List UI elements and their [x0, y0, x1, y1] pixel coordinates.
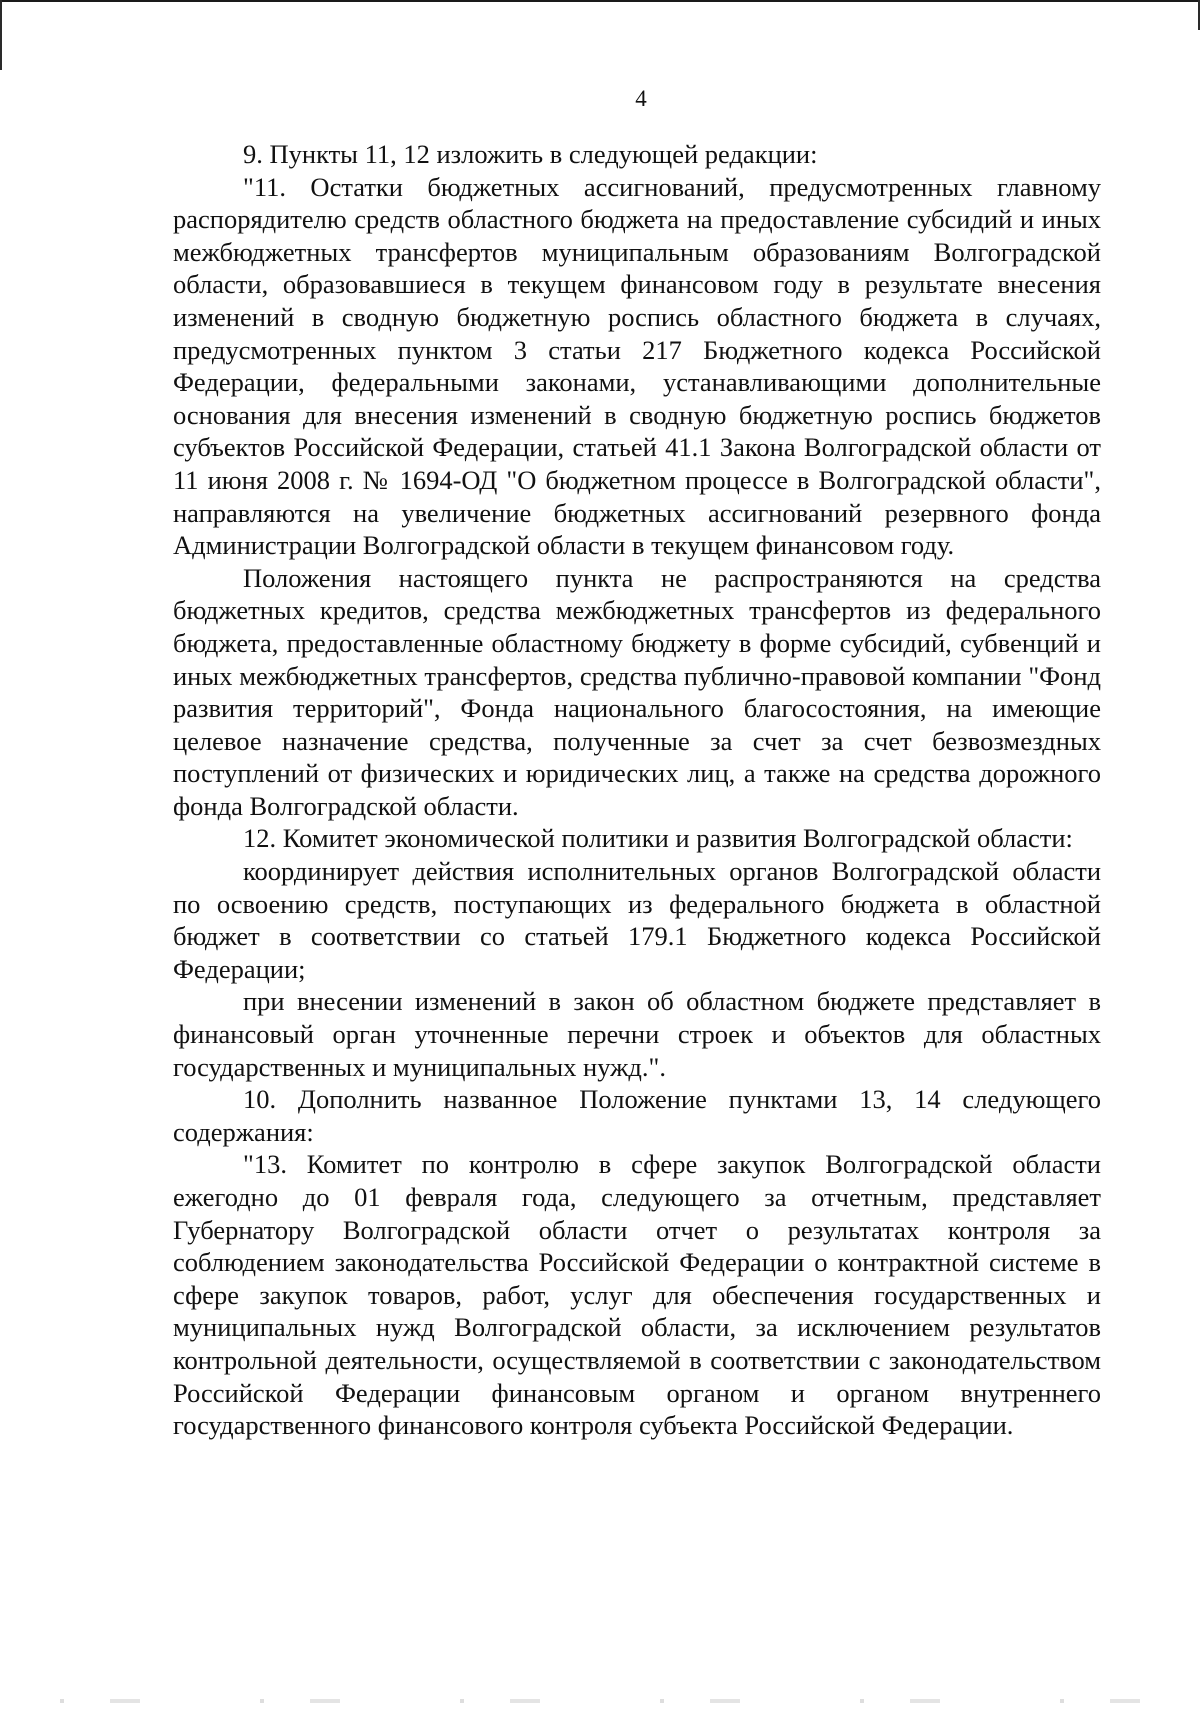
- document-body: [173, 138, 1101, 1442]
- scan-noise: [0, 1699, 1200, 1703]
- scan-edge-left: [0, 0, 2, 70]
- paragraph-item-11-exceptions: Положения настоящего пункта не распространяются на средства бюджетных кредитов, средства межбюджетных трансфертов из федерального бюджета, предоставленные областному бюджету в форме субсидий, субвенций и иных межбюджетных трансфертов, средства публично-правовой компании "Фонд развития территорий", Фонда национального благосостояния, на имеющие целевое назначение средства, полученные за счет за счет безвозмездных поступлений от физических и юридических лиц, а также на средства дорожного фонда Волгоградской области.: [173, 562, 1101, 821]
- paragraph-item-13: "13. Комитет по контролю в сфере закупок Волгоградской области ежегодно до 01 февраля года, следующего за отчетным, представляет Губернатору Волгоградской области отчет о результатах контроля за соблюдением законодательства Российской Федерации о контрактной системе в сфере закупок товаров, работ, услуг для обеспечения государственных и муниципальных нужд Волгоградской области, за исключением результатов контрольной деятельности, осуществляемой в соответствии с законодательством Российской Федерации финансовым органом и органом внутреннего государственного финансового контроля субъекта Российской Федерации.: [173, 1149, 1101, 1441]
- paragraph-item-12-coordinates: координирует действия исполнительных органов Волгоградской области по освоению средств, поступающих из федерального бюджета в областной бюджет в соответствии со статьей 179.1 Бюджетного кодекса Российской Федерации;: [173, 856, 1101, 984]
- page-number: 4: [635, 86, 647, 111]
- paragraph-item-9-heading: 9. Пункты 11, 12 изложить в следующей редакции:: [243, 139, 818, 169]
- scan-edge-top: [0, 0, 1200, 2]
- paragraph-item-11: "11. Остатки бюджетных ассигнований, предусмотренных главному распорядителю средств областного бюджета на предоставление субсидий и иных межбюджетных трансфертов муниципальным образованиям Волгоградской области, образовавшиеся в текущем финансовом году в результате внесения изменений в сводную бюджетную роспись областного бюджета в случаях, предусмотренных пунктом 3 статьи 217 Бюджетного кодекса Российской Федерации, федеральными законами, устанавливающими дополнительные основания для внесения изменений в сводную бюджетную роспись бюджетов субъектов Российской Федерации, статьей 41.1 Закона Волгоградской области от 11 июня 2008 г. № 1694-ОД "О бюджетном процессе в Волгоградской области", направляются на увеличение бюджетных ассигнований резервного фонда Администрации Волгоградской области в текущем финансовом году.: [173, 171, 1101, 561]
- paragraph-item-12-amendments: при внесении изменений в закон об областном бюджете представляет в финансовый орган уточненные перечни строек и объектов для областных государственных и муниципальных нужд.".: [173, 986, 1101, 1082]
- paragraph-item-12: 12. Комитет экономической политики и развития Волгоградской области:: [243, 823, 1073, 854]
- paragraph-item-10-heading: 10. Дополнить названное Положение пунктами 13, 14 следующего содержания:: [173, 1084, 1101, 1147]
